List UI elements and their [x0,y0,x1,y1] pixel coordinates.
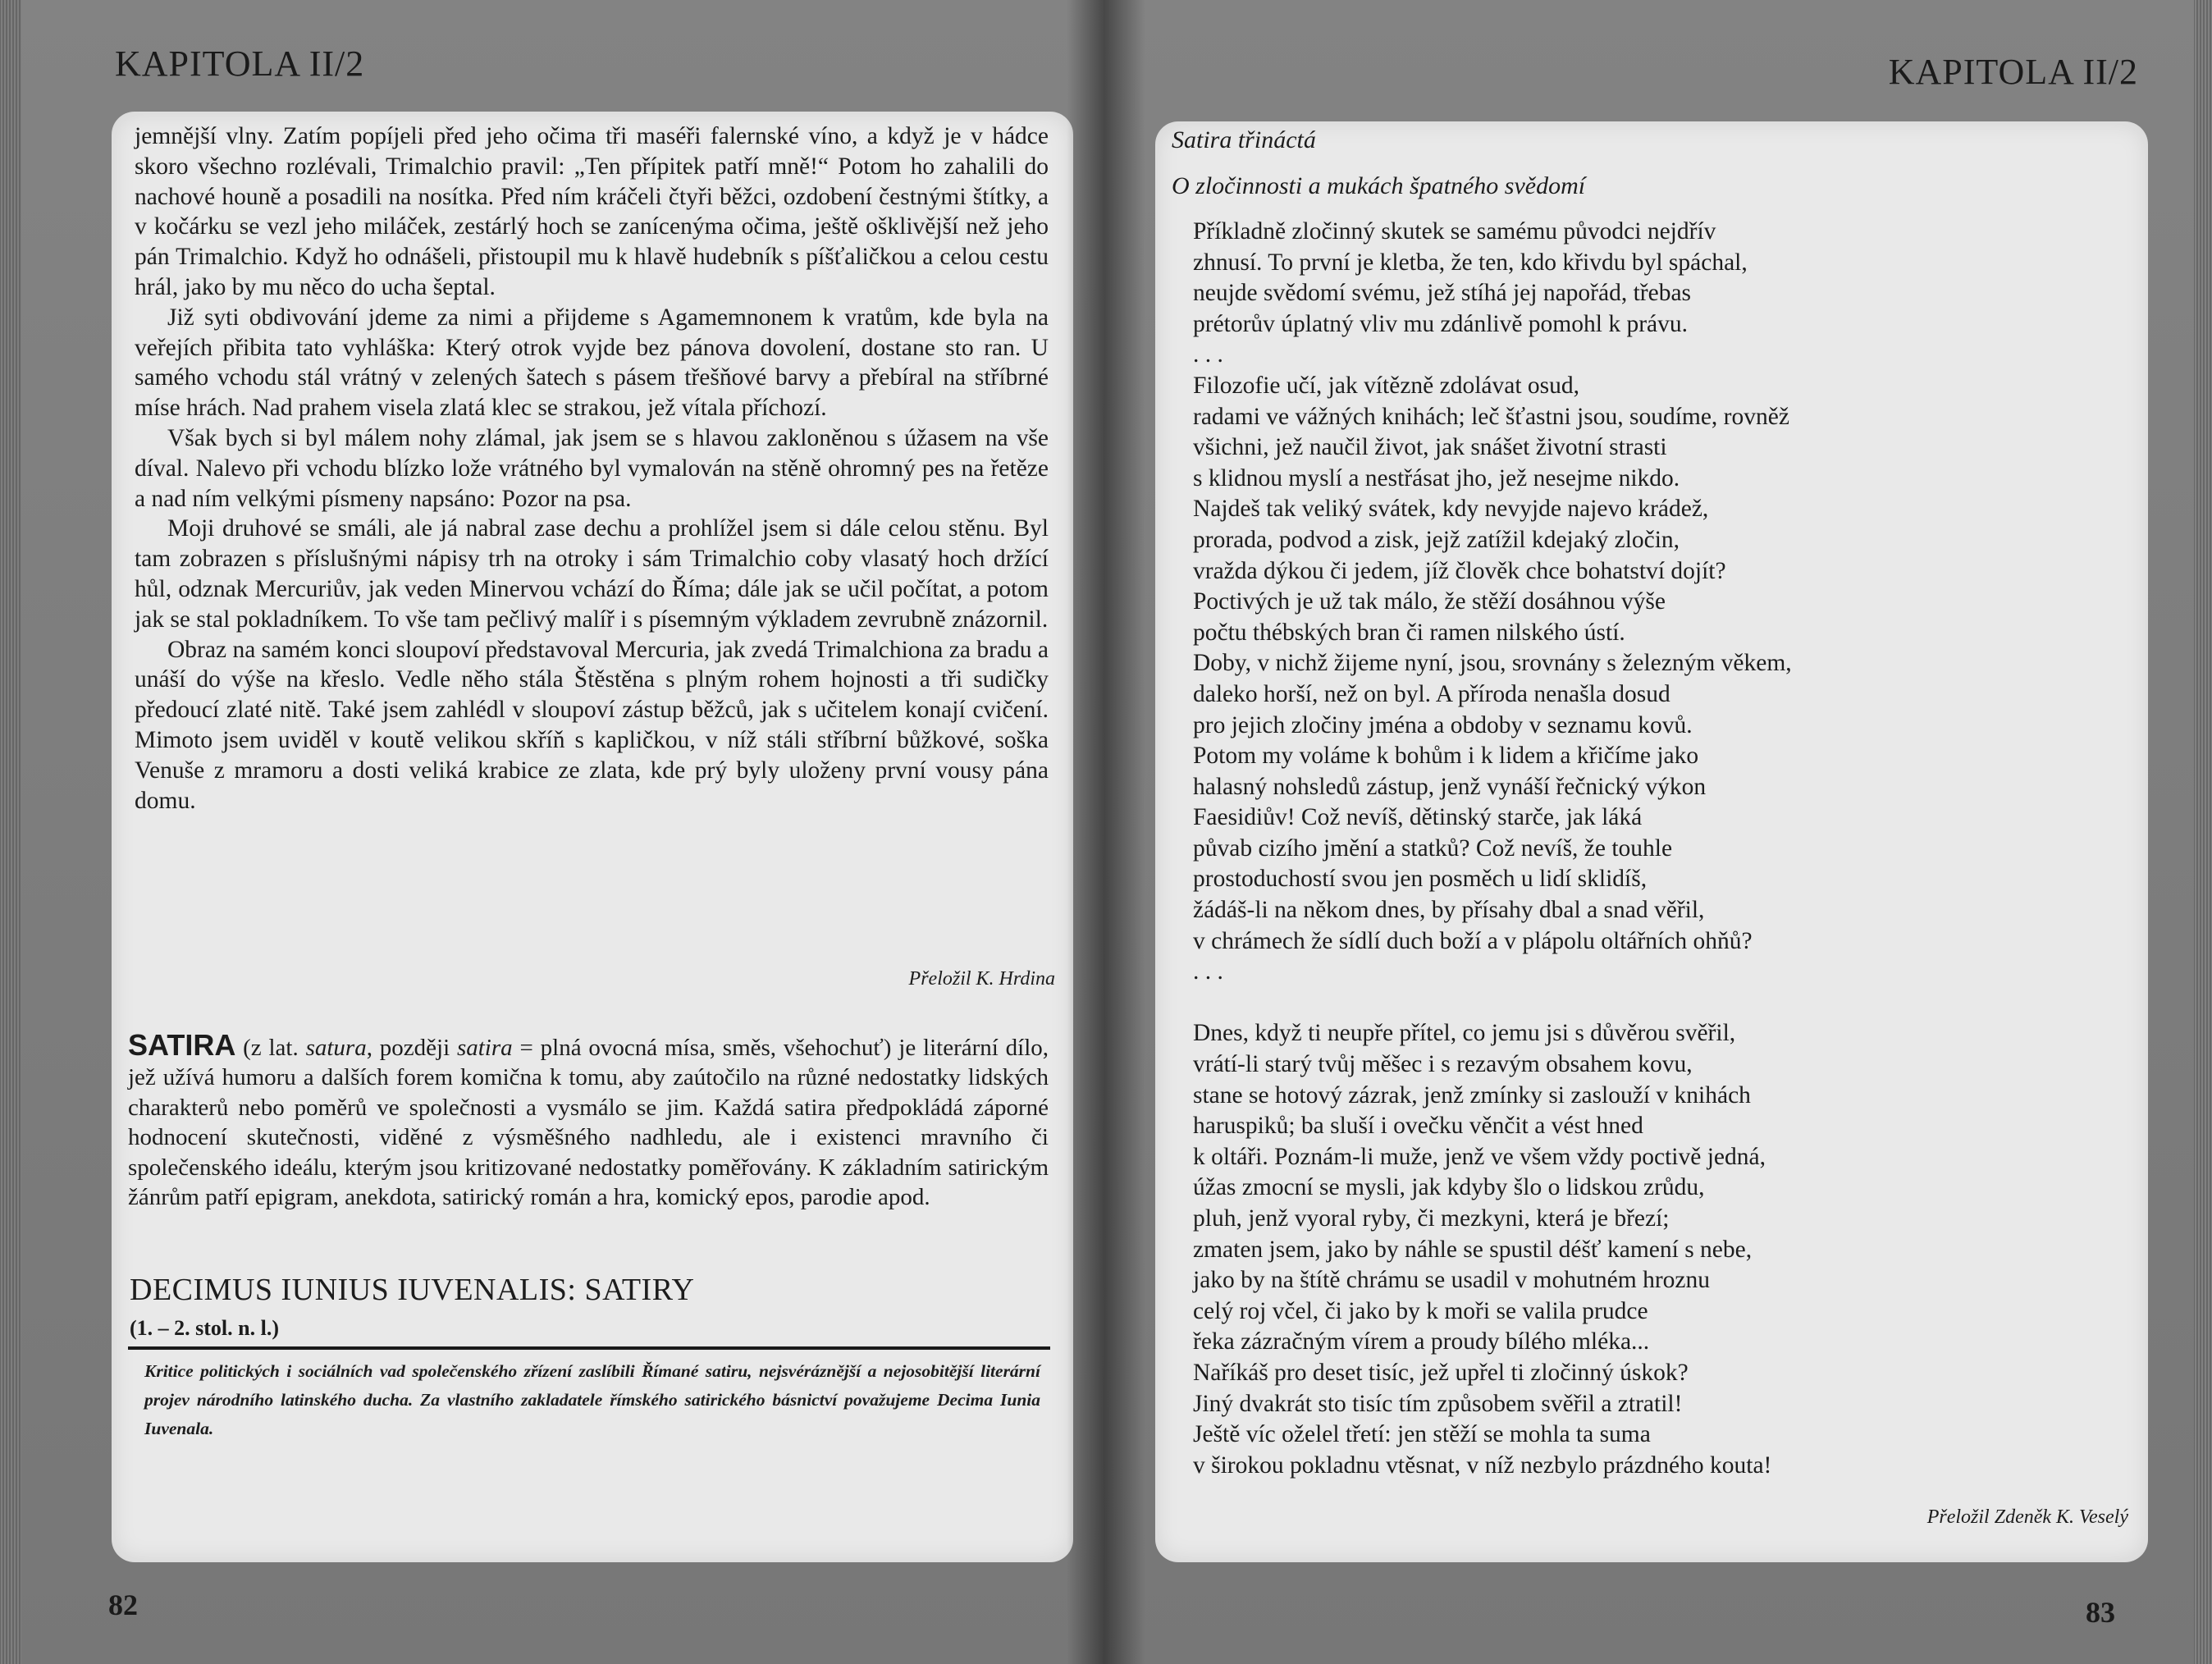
poem-line: Ještě víc oželel třetí: jen stěží se mohla ta suma [1193,1421,1651,1448]
poem-title: Satira třináctá [1172,126,1316,153]
poem-line: řeka zázračným vírem a proudy bílého mléka... [1193,1328,1650,1355]
poem-line: stane se hotový zázrak, jenž zmínky si zaslouží v knihách [1193,1081,1751,1109]
intro-emphasis: satiru [705,1361,748,1381]
author-intro [144,1357,1040,1443]
heading-rule [128,1346,1050,1350]
text-panel [112,112,1073,1562]
poem-line: Faesidiův! Což nevíš, dětinský starče, jak láká [1193,804,1643,831]
author-dates: (1. – 2. stol. n. l.) [130,1316,279,1340]
poem-line: v chrámech že sídlí duch boží a v plápolu oltářních ohňů? [1193,927,1753,954]
poem-line: neujde svědomí svému, jež stíhá jej napořád, třebas [1193,280,1692,307]
poem-line: Dnes, když ti neupře přítel, co jemu jsi s důvěrou svěřil, [1193,1020,1736,1047]
poem-line: haruspiků; ba sluší i ovečku věnčit a vést hned [1193,1113,1643,1140]
poem-line: Poctivých je už tak málo, že stěží dosáhnou výše [1193,588,1666,615]
poem-line: pluh, jenž vyoral ryby, či mezkyni, která je březí; [1193,1205,1670,1232]
intro-text: , nejsvéráznější a nejosobitější literární projev národního latinského ducha. Za vlastního zakladatele římského satirického básnictví považujeme Decima Iunia Iuvenala. [144,1361,1040,1438]
book-gutter [1067,0,1145,1664]
poem-line: zmaten jsem, jako by náhle se spustil déšť kamení s nebe, [1193,1236,1753,1263]
poem-line: Filozofie učí, jak vítězně zdolávat osud, [1193,372,1580,399]
poem-line: . . . [1193,958,1223,985]
intro-text: Kritice politických i sociálních vad společenského zřízení zaslíbili Římané [144,1361,706,1381]
poem-line: v širokou pokladnu vtěsnat, v níž nezbylo prázdného kouta! [1193,1451,1772,1479]
paragraph: Však bych si byl málem nohy zlámal, jak jsem se s hlavou zakloněnou s úžasem na vše díval. Nalevo při vchodu blízko lože vrátného byl vymalován na stěně ohromný pes na řetěze a nad ním velkými písmeny napsáno: Pozor na psa. [135,424,1049,512]
poem-line [1193,988,2128,1019]
satira-definition [128,1028,1049,1212]
definition-text: = plná ovocná mísa, směs, všehochuť) je literární dílo, jež užívá humoru a dalších forem komična k tomu, aby zaútočilo na různé nedostatky lidských charakterů nebo poměrů ve společnosti a vysmálo se jim. Každá satira předpokládá záporné hodnocení skutečnosti, viděné z výsměšného nadhledu, ale i existenci mravního či společenského ideálu, kterým jsou kritizované nedostatky poměřovány. K základním satirickým žánrům patří epigram, anekdota, satirický román a hra, komický epos, parodie apod. [128,1035,1049,1211]
poem-line: . . . [1193,341,1223,368]
poem-line: jako by na štítě chrámu se usadil v mohutném hroznu [1193,1267,1711,1294]
paragraph: Moji druhové se smáli, ale já nabral zase dechu a prohlížel jsem si dále celou stěnu. Byl tam zobrazen s příslušnými nápisy trh na otroky i sám Trimalchio coby vlasatý hoch držící hůl, odznak Mercuriův, jak veden Minervou vchází do Říma; dále jak se učil počítat, a potom jak se stal pokladníkem. To vše tam pečlivý malíř i s písemným výkladem zevrubně znázornil. [135,515,1049,633]
poem-line: pro jejich zločiny jména a obdoby v seznamu kovů. [1193,711,1693,738]
poem-line: Potom my voláme k bohům i k lidem a křičíme jako [1193,743,1699,770]
poem-line: Příkladně zločinný skutek se samému původci nejdřív [1193,218,1716,245]
poem-line: úžas zmocní se mysli, jak kdyby šlo o lidskou zrůdu, [1193,1174,1705,1201]
poem-line: vrátí-li starý tvůj měšec i s rezavým obsahem kovu, [1193,1051,1693,1078]
poem-line: prorada, podvod a zisk, jejž zatížil kdejaký zločin, [1193,526,1680,553]
poem-line: halasný nohsledů zástup, jenž vynáší řečnický výkon [1193,773,1707,800]
chapter-header: KAPITOLA II/2 [115,43,365,84]
poem-line: radami ve vážných knihách; leč šťastni jsou, soudíme, rovněž [1193,403,1789,430]
poem-line: k oltáři. Poznám-li muže, jenž ve všem vždy poctivě jedná, [1193,1143,1766,1170]
page-edges [0,0,21,1664]
definition-text: (z lat. [235,1035,306,1061]
poem-line: zhnusí. To první je kletba, že ten, kdo křivdu byl spáchal, [1193,249,1748,276]
poem-line: počtu thébských bran či ramen nilského ústí. [1193,619,1625,646]
poem-line: Najdeš tak veliký svátek, kdy nevyjde najevo krádež, [1193,496,1709,523]
poem-line: vražda dýkou či jedem, jíž člověk chce bohatství dojít? [1193,557,1726,584]
poem-line: prostoduchostí svou jen posměch u lidí sklidíš, [1193,866,1648,893]
poem-line: žádáš-li na někom dnes, by přísahy dbal a snad věřil, [1193,897,1705,924]
page-number: 83 [2086,1596,2115,1629]
page-number: 82 [108,1589,138,1621]
prose-excerpt [135,121,1049,816]
latin-word: satura [305,1035,367,1061]
right-page [1106,0,2212,1664]
latin-word: satira [456,1035,513,1061]
paragraph: Obraz na samém konci sloupoví představoval Mercuria, jak zvedá Trimalchiona za bradu a unáší do výše na křeslo. Vedle něho stála Štěstěna s plným rohem hojnosti a tři sudičky předoucí zlaté nitě. Také jsem zahlédl v sloupoví zástup běžců, jak s učitelem konají cvičení. Mimoto jsem uviděl v koutě velikou skříň s kapličkou, v níž stáli stříbrní bůžkové, soška Venuše z mramoru a dosti veliká krabice ze zlata, kde prý byly uloženy první vousy pána domu. [135,636,1049,814]
page-edges [2194,0,2212,1664]
paragraph: jemnější vlny. Zatím popíjeli před jeho očima tři maséři falernské víno, a když je v hádce skoro všechno rozlévali, Trimalchio pravil: „Ten přípitek patří mně!“ Potom ho zahalili do nachové houně a posadili na nosítka. Před ním kráčeli čtyři běžci, ozdobení čestnými štítky, a v kočárku se vezl jeho miláček, zestárlý hoch se zanícenýma očima, ještě ošklivější než jeho pán Trimalchio. Když ho odnášeli, přistoupil mu k hlavě hudebník s píšťaličkou a celou cestu hrál, jako by mu něco do ucha šeptal. [135,123,1049,300]
definition-term: SATIRA [128,1028,236,1062]
chapter-header: KAPITOLA II/2 [1888,52,2138,92]
translator-credit: Přeložil K. Hrdina [908,968,1055,990]
definition-text: , později [366,1035,457,1061]
poem-line: Jiný dvakrát sto tisíc tím způsobem svěřil a ztratil! [1193,1390,1683,1417]
poem-line: s klidnou myslí a nestřásat jho, jež nesejme nikdo. [1193,464,1680,491]
poem-line: daleko horší, než on byl. A příroda nenašla dosud [1193,680,1670,707]
paragraph: Již syti obdivování jdeme za nimi a přijdeme s Agamemnonem k vratům, kde byla na veřejích přibita tato vyhláška: Který otrok vyjde bez pánova dovolení, dostane sto ran. U samého vchodu stál vrátný v zelených šatech s pásem třešňové barvy a přebíral na stříbrné míse hrách. Nad prahem visela zlatá klec se strakou, jež vítala příchozí. [135,304,1049,422]
poem-line: půvab cizího jmění a statků? Což nevíš, že touhle [1193,834,1673,862]
poem [1193,217,2128,1481]
translator-credit: Přeložil Zdeněk K. Veselý [1926,1506,2128,1528]
text-panel [1155,121,2148,1562]
poem-line: všichni, jež naučil život, jak snášet životní strasti [1193,434,1667,461]
poem-line: Naříkáš pro deset tisíc, jež upřel ti zločinný úskok? [1193,1359,1689,1386]
poem-line: Doby, v nichž žijeme nyní, jsou, srovnány s železným věkem, [1193,650,1792,677]
section-heading: DECIMUS IUNIUS IUVENALIS: SATIRY [130,1273,695,1307]
poem-subtitle: O zločinnosti a mukách špatného svědomí [1172,172,1586,199]
poem-line: prétorův úplatný vliv mu zdánlivě pomohl k právu. [1193,310,1688,337]
poem-line: celý roj včel, či jako by k moři se valila prudce [1193,1297,1648,1324]
